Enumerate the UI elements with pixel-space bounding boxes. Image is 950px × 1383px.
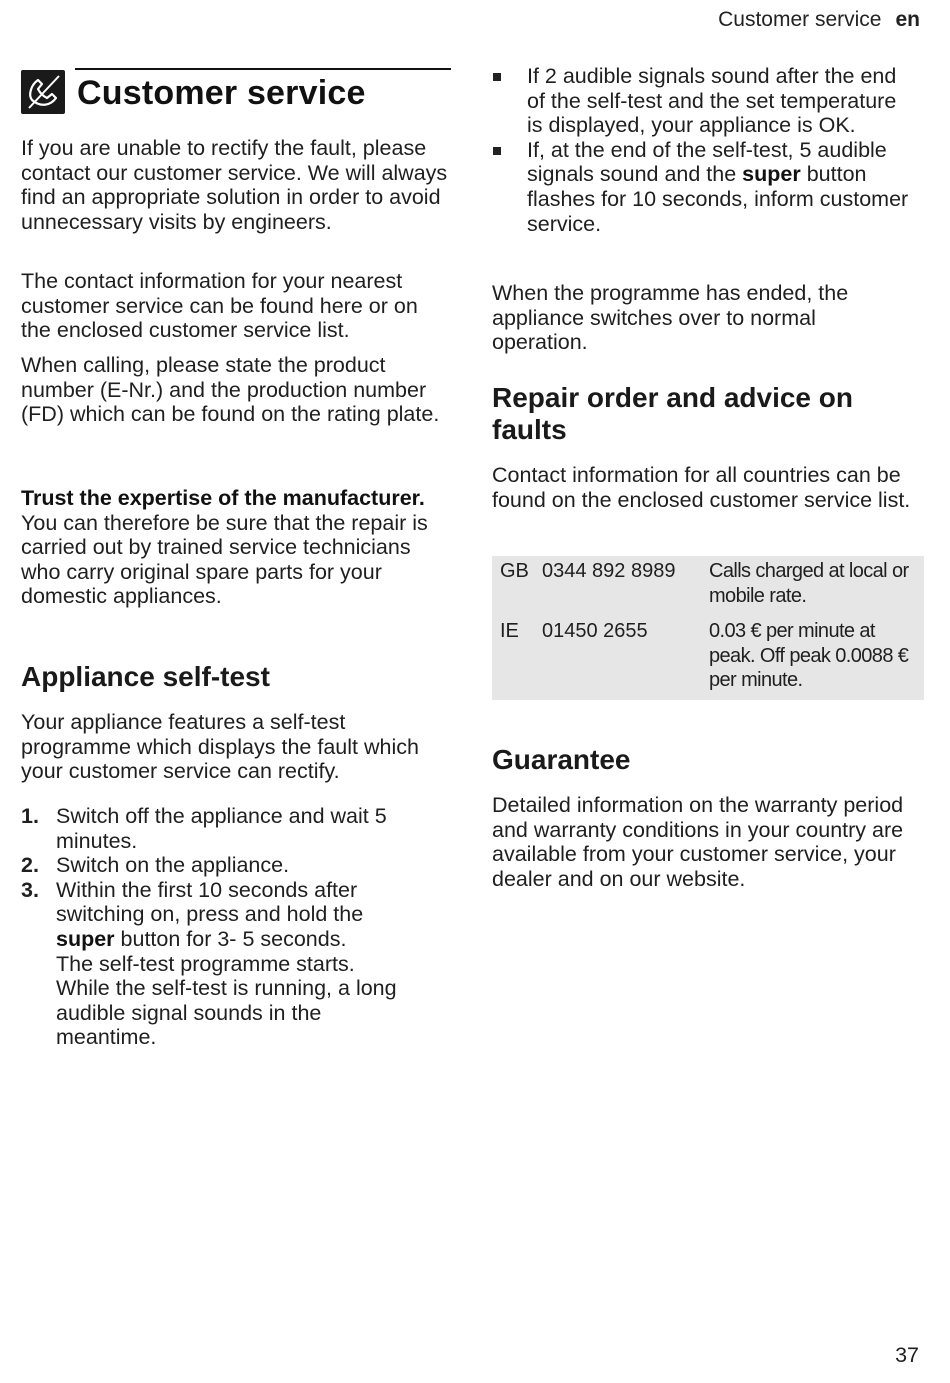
step-number: 2. bbox=[21, 853, 39, 878]
page-number: 37 bbox=[895, 1343, 919, 1367]
phone-icon bbox=[21, 70, 65, 114]
self-test-heading: Appliance self-test bbox=[21, 661, 270, 692]
bullet-item bbox=[492, 64, 902, 138]
repair-text: Contact information for all countries can be found on the enclosed customer service list. bbox=[492, 463, 911, 512]
step-number: 1. bbox=[21, 804, 39, 828]
phone-number: 0344 892 8989 bbox=[542, 560, 676, 582]
language-code: en bbox=[895, 8, 920, 31]
step-item bbox=[21, 878, 418, 1050]
intro-paragraph: If you are unable to rectify the fault, please contact our customer service. We will always find an appropriate solution in order to avoid unnecessary visits by engineers. bbox=[21, 136, 448, 234]
running-header-section: Customer service bbox=[718, 8, 882, 31]
step-item bbox=[21, 804, 426, 853]
self-test-intro: Your appliance features a self-test programme which displays the fault which your customer service can rectify. bbox=[21, 710, 419, 784]
step-text-pre: Within the first 10 seconds after switching on, press and hold the bbox=[56, 877, 364, 927]
country-code: GB bbox=[500, 560, 529, 582]
call-rate: 0.03 € per minute at peak. Off peak 0.0088 € per minute. bbox=[709, 620, 909, 691]
country-code: IE bbox=[500, 620, 519, 642]
guarantee-heading: Guarantee bbox=[492, 744, 631, 775]
super-button-label: super bbox=[56, 926, 115, 951]
bullet-text-post: button flashes for 10 seconds, inform customer service. bbox=[527, 162, 909, 236]
super-button-label: super bbox=[742, 162, 801, 187]
table-row bbox=[492, 556, 924, 608]
step-result-line: The self-test programme starts. bbox=[56, 951, 355, 976]
step-item bbox=[21, 853, 453, 878]
trust-bold-text: Trust the expertise of the manufacturer. bbox=[21, 486, 425, 510]
bullet-item bbox=[492, 138, 924, 236]
step-text: Switch on the appliance. bbox=[56, 853, 290, 878]
contact-table bbox=[492, 556, 924, 700]
chapter-heading bbox=[21, 68, 451, 116]
trust-text: You can therefore be sure that the repair is carried out by trained service technicians who carry original spare parts for your domestic appliances. bbox=[21, 510, 428, 609]
calling-paragraph: When calling, please state the product number (E-Nr.) and the production number (FD) which can be found on the rating plate. bbox=[21, 353, 440, 427]
repair-heading: Repair order and advice on faults bbox=[492, 382, 853, 445]
bullet-square-icon bbox=[493, 147, 501, 155]
bullet-text: If 2 audible signals sound after the end of the self-test and the set temperature is displayed, your appliance is OK. bbox=[527, 64, 897, 138]
running-header bbox=[718, 8, 920, 32]
programme-end-text: When the programme has ended, the appliance switches over to normal operation. bbox=[492, 281, 849, 355]
step-text-post: button for 3- 5 seconds. bbox=[114, 926, 347, 951]
trust-paragraph bbox=[21, 486, 441, 609]
page-title: Customer service bbox=[77, 74, 366, 112]
contact-paragraph: The contact information for your nearest customer service can be found here or on the enclosed customer service list. bbox=[21, 269, 418, 343]
call-rate: Calls charged at local or mobile rate. bbox=[709, 560, 909, 607]
self-test-bullets bbox=[492, 64, 924, 236]
table-row bbox=[492, 608, 924, 700]
heading-rule bbox=[75, 68, 451, 70]
step-note-line: While the self-test is running, a long audible signal sounds in the meantime. bbox=[56, 976, 397, 1050]
self-test-steps bbox=[21, 804, 453, 1050]
guarantee-text: Detailed information on the warranty period and warranty conditions in your country are available from your customer service, your dealer and on our website. bbox=[492, 793, 904, 891]
step-text: Switch off the appliance and wait 5 minutes. bbox=[56, 804, 387, 853]
step-number: 3. bbox=[21, 877, 39, 902]
phone-number: 01450 2655 bbox=[542, 620, 648, 642]
bullet-square-icon bbox=[493, 73, 501, 81]
bullet-text-pre: If, at the end of the self-test, 5 audible signals sound and the bbox=[527, 137, 887, 187]
